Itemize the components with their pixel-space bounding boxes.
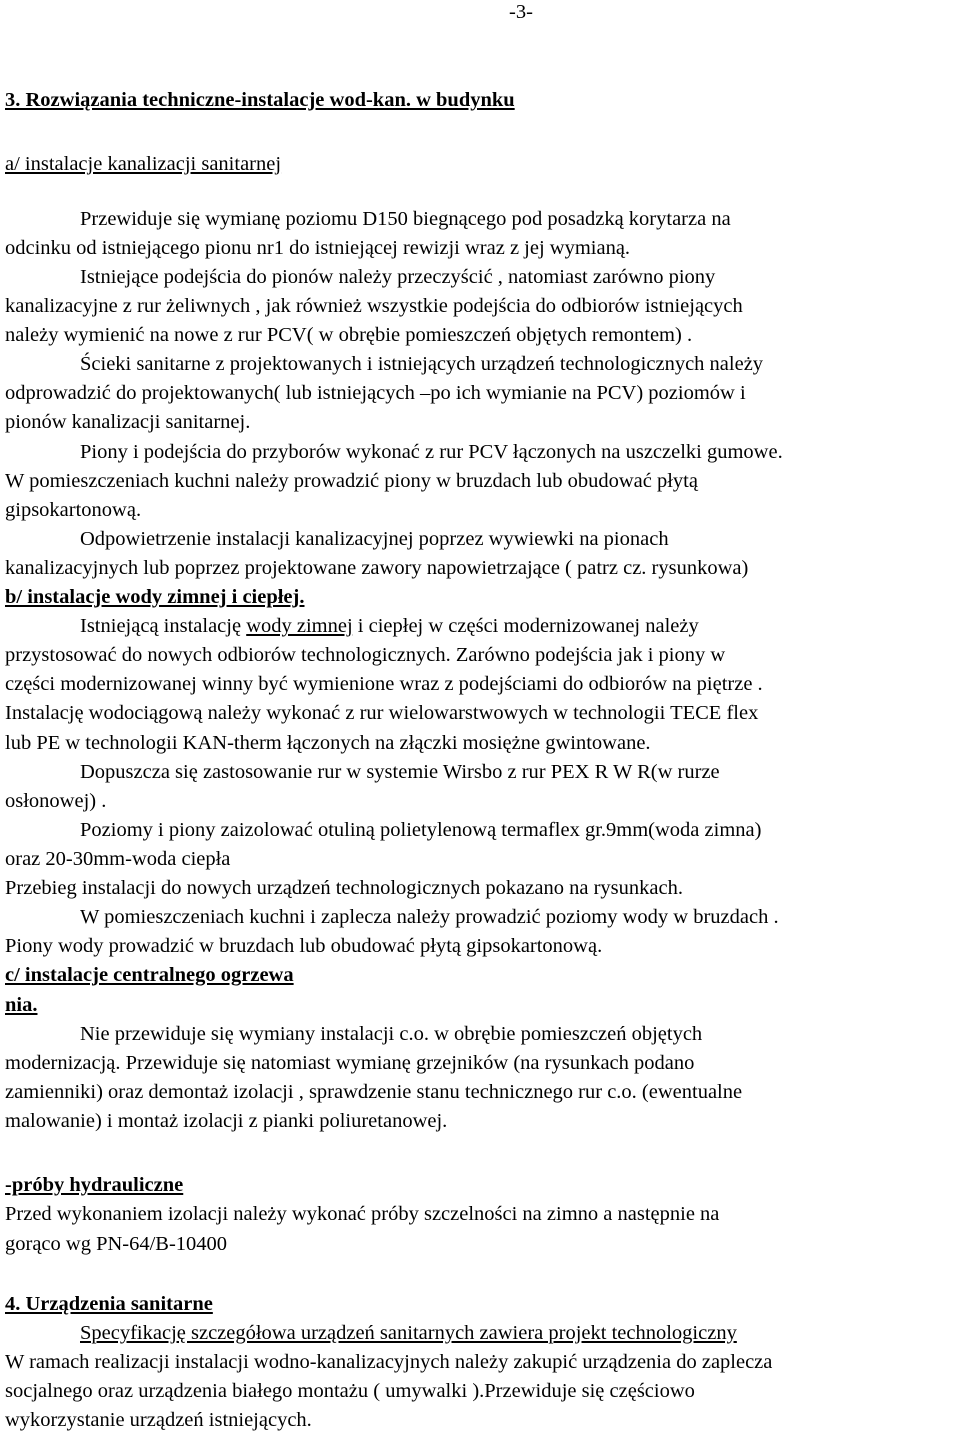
paragraph-line: Przewiduje się wymianę poziomu D150 biegnącego pod posadzką korytarza na bbox=[80, 208, 731, 230]
paragraph-line: wykorzystanie urządzeń istniejących. bbox=[5, 1409, 312, 1431]
subsection-b-heading: b/ instalacje wody zimnej i ciepłej. bbox=[5, 586, 305, 608]
paragraph-line: kanalizacyjne z rur żeliwnych , jak również wszystkie podejścia do odbiorów istniejących bbox=[5, 295, 743, 317]
paragraph-line: Nie przewiduje się wymiany instalacji c.o. w obrębie pomieszczeń objętych bbox=[80, 1023, 703, 1045]
paragraph-line: odprowadzić do projektowanych( lub istniejących –po ich wymianie na PCV) poziomów i bbox=[5, 382, 746, 404]
paragraph-line: gorąco wg PN-64/B-10400 bbox=[5, 1233, 228, 1255]
paragraph-line: należy wymienić na nowe z rur PCV( w obrębie pomieszczeń objętych remontem) . bbox=[5, 324, 693, 346]
page-number: -3- bbox=[509, 1, 533, 23]
text-segment: Istniejącą instalację bbox=[80, 615, 247, 637]
paragraph-line: pionów kanalizacji sanitarnej. bbox=[5, 411, 251, 433]
paragraph-line: socjalnego oraz urządzenia białego montażu ( umywalki ).Przewiduje się częściowo bbox=[5, 1380, 695, 1402]
paragraph-line: odcinku od istniejącego pionu nr1 do istniejącej rewizji wraz z jej wymianą. bbox=[5, 237, 631, 259]
paragraph-line: oraz 20-30mm-woda ciepła bbox=[5, 848, 231, 870]
paragraph-line: Piony i podejścia do przyborów wykonać z rur PCV łączonych na uszczelki gumowe. bbox=[80, 441, 783, 463]
paragraph-line: modernizacją. Przewiduje się natomiast wymianę grzejników (na rysunkach podano bbox=[5, 1052, 695, 1074]
section-4-subheading: Specyfikację szczegółowa urządzeń sanitarnych zawiera projekt technologiczny bbox=[80, 1322, 737, 1344]
subsection-c-heading-continuation: nia. bbox=[5, 994, 38, 1016]
section-4-heading: 4. Urządzenia sanitarne bbox=[5, 1293, 213, 1315]
paragraph-line bbox=[80, 614, 699, 638]
paragraph-line: lub PE w technologii KAN-therm łączonych na złączki mosiężne gwintowane. bbox=[5, 732, 651, 754]
paragraph-line: osłonowej) . bbox=[5, 790, 107, 812]
paragraph-line: części modernizowanej winny być wymienione wraz z podejściami do odbiorów na piętrze . bbox=[5, 673, 763, 695]
subsection-a-heading: a/ instalacje kanalizacji sanitarnej bbox=[5, 153, 282, 175]
paragraph-line: kanalizacyjnych lub poprzez projektowane zawory napowietrzające ( patrz cz. rysunkowa) bbox=[5, 557, 749, 579]
paragraph-line: malowanie) i montaż izolacji z pianki poliuretanowej. bbox=[5, 1110, 448, 1132]
underlined-phrase: wody zimnej bbox=[246, 615, 353, 637]
paragraph-line: Ścieki sanitarne z projektowanych i istniejących urządzeń technologicznych należy bbox=[80, 353, 764, 375]
section-3-heading: 3. Rozwiązania techniczne-instalacje wod-kan. w budynku bbox=[5, 89, 515, 111]
paragraph-line: Odpowietrzenie instalacji kanalizacyjnej poprzez wywiewki na pionach bbox=[80, 528, 669, 550]
text-segment: i ciepłej w części modernizowanej należy bbox=[352, 615, 699, 637]
subsection-c-heading: c/ instalacje centralnego ogrzewa bbox=[5, 964, 294, 986]
paragraph-line: Instalację wodociągową należy wykonać z rur wielowarstwowych w technologii TECE flex bbox=[5, 702, 759, 724]
paragraph-line: Istniejące podejścia do pionów należy przeczyścić , natomiast zarówno piony bbox=[80, 266, 716, 288]
paragraph-line: Dopuszcza się zastosowanie rur w systemie Wirsbo z rur PEX R W R(w rurze bbox=[80, 761, 720, 783]
paragraph-line: gipsokartonową. bbox=[5, 499, 142, 521]
paragraph-line: zamienniki) oraz demontaż izolacji , sprawdzenie stanu technicznego rur c.o. (ewentualne bbox=[5, 1081, 743, 1103]
paragraph-line: Przed wykonaniem izolacji należy wykonać próby szczelności na zimno a następnie na bbox=[5, 1203, 720, 1225]
paragraph-line: Piony wody prowadzić w bruzdach lub obudować płytą gipsokartonową. bbox=[5, 935, 603, 957]
paragraph-line: W ramach realizacji instalacji wodno-kanalizacyjnych należy zakupić urządzenia do zaplecza bbox=[5, 1351, 773, 1373]
paragraph-line: W pomieszczeniach kuchni i zaplecza należy prowadzić poziomy wody w bruzdach . bbox=[80, 906, 779, 928]
paragraph-line: Poziomy i piony zaizolować otuliną polietylenową termaflex gr.9mm(woda zimna) bbox=[80, 819, 762, 841]
paragraph-line: przystosować do nowych odbiorów technologicznych. Zarówno podejścia jak i piony w bbox=[5, 644, 726, 666]
paragraph-line: W pomieszczeniach kuchni należy prowadzić piony w bruzdach lub obudować płytą bbox=[5, 470, 698, 492]
hydraulic-tests-heading: -próby hydrauliczne bbox=[5, 1174, 184, 1196]
paragraph-line: Przebieg instalacji do nowych urządzeń technologicznych pokazano na rysunkach. bbox=[5, 877, 683, 899]
